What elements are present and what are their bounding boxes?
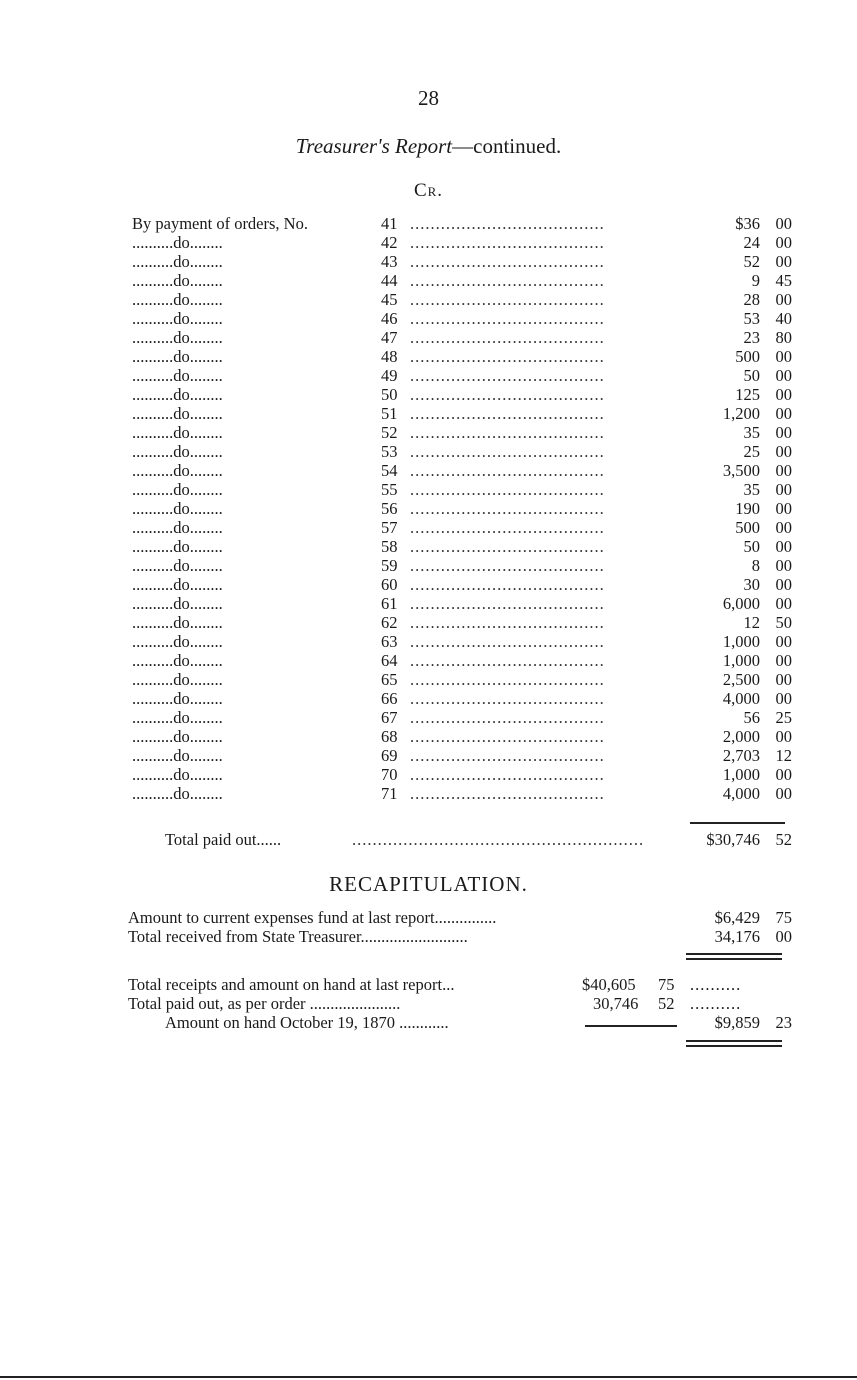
order-row xyxy=(132,404,792,423)
order-cents: 00 xyxy=(775,423,792,442)
total-dollars: $30,746 xyxy=(706,830,760,849)
leader-dots: ...................................... xyxy=(410,461,605,480)
order-row xyxy=(132,252,792,271)
leader-dots: ...................................... xyxy=(410,651,605,670)
order-dollars: 8 xyxy=(751,556,760,575)
order-row xyxy=(132,708,792,727)
order-label: ..........do........ xyxy=(132,746,223,765)
order-dollars: 50 xyxy=(743,537,760,556)
recap-mid-dollars: $40,605 xyxy=(582,975,636,994)
order-dollars: 500 xyxy=(735,518,760,537)
leader-dots: ...................................... xyxy=(410,670,605,689)
order-row xyxy=(132,461,792,480)
leader-dots: .......... xyxy=(690,994,742,1013)
order-cents: 00 xyxy=(775,594,792,613)
order-cents: 00 xyxy=(775,385,792,404)
leader-dots: ...................................... xyxy=(410,613,605,632)
order-number: 58 xyxy=(381,537,398,556)
leader-dots: ...................................... xyxy=(410,233,605,252)
order-cents: 80 xyxy=(775,328,792,347)
recap-label: Amount on hand October 19, 1870 ............ xyxy=(165,1013,449,1032)
order-dollars: $36 xyxy=(735,214,760,233)
order-row xyxy=(132,594,792,613)
order-row xyxy=(132,670,792,689)
order-dollars: 4,000 xyxy=(722,689,760,708)
recap-cents: 75 xyxy=(775,908,792,927)
order-label: ..........do........ xyxy=(132,252,223,271)
order-cents: 00 xyxy=(775,499,792,518)
order-number: 41 xyxy=(381,214,398,233)
order-label: ..........do........ xyxy=(132,708,223,727)
order-label: ..........do........ xyxy=(132,499,223,518)
order-dollars: 24 xyxy=(743,233,760,252)
leader-dots: .......... xyxy=(690,975,742,994)
order-number: 46 xyxy=(381,309,398,328)
order-dollars: 12 xyxy=(743,613,760,632)
order-cents: 00 xyxy=(775,518,792,537)
recap-label: Amount to current expenses fund at last report............... xyxy=(128,908,497,927)
order-label: ..........do........ xyxy=(132,385,223,404)
order-label: ..........do........ xyxy=(132,347,223,366)
recap-line-2 xyxy=(128,927,792,946)
order-dollars: 2,000 xyxy=(722,727,760,746)
page-number: 28 xyxy=(418,86,439,110)
order-dollars: 2,703 xyxy=(722,746,760,765)
total-cents: 52 xyxy=(775,830,792,849)
order-label: ..........do........ xyxy=(132,765,223,784)
order-number: 53 xyxy=(381,442,398,461)
order-dollars: 28 xyxy=(743,290,760,309)
order-label: ..........do........ xyxy=(132,689,223,708)
order-label: ..........do........ xyxy=(132,613,223,632)
recap-line-1 xyxy=(128,908,792,927)
leader-dots: ...................................... xyxy=(410,556,605,575)
order-number: 70 xyxy=(381,765,398,784)
order-dollars: 1,000 xyxy=(722,765,760,784)
leader-dots: ......................................................... xyxy=(352,830,645,849)
order-dollars: 9 xyxy=(751,271,760,290)
order-dollars: 190 xyxy=(735,499,760,518)
recap-dollars: 34,176 xyxy=(714,927,760,946)
order-cents: 00 xyxy=(775,727,792,746)
order-number: 48 xyxy=(381,347,398,366)
order-row xyxy=(132,689,792,708)
leader-dots: ...................................... xyxy=(410,290,605,309)
order-number: 47 xyxy=(381,328,398,347)
order-dollars: 4,000 xyxy=(722,784,760,803)
leader-dots: ...................................... xyxy=(410,746,605,765)
leader-dots: ...................................... xyxy=(410,404,605,423)
order-number: 66 xyxy=(381,689,398,708)
order-row xyxy=(132,290,792,309)
total-paid-out-row xyxy=(132,830,792,849)
order-label: ..........do........ xyxy=(132,328,223,347)
order-row xyxy=(132,632,792,651)
order-cents: 00 xyxy=(775,556,792,575)
order-row xyxy=(132,727,792,746)
leader-dots: ...................................... xyxy=(410,594,605,613)
order-cents: 00 xyxy=(775,214,792,233)
order-label: ..........do........ xyxy=(132,404,223,423)
section-heading-cr: Cr. xyxy=(413,180,444,201)
order-cents: 00 xyxy=(775,347,792,366)
order-row xyxy=(132,518,792,537)
order-row xyxy=(132,784,792,803)
order-number: 59 xyxy=(381,556,398,575)
recap-label: Total paid out, as per order ...................... xyxy=(128,994,401,1013)
order-dollars: 1,000 xyxy=(722,632,760,651)
leader-dots: ...................................... xyxy=(410,727,605,746)
order-cents: 00 xyxy=(775,670,792,689)
leader-dots: ...................................... xyxy=(410,632,605,651)
order-row xyxy=(132,309,792,328)
order-cents: 00 xyxy=(775,366,792,385)
order-number: 44 xyxy=(381,271,398,290)
recap-double-rule-bottom xyxy=(686,958,782,960)
recap-mid-dollars: 30,746 xyxy=(593,994,639,1013)
order-label: ..........do........ xyxy=(132,594,223,613)
order-dollars: 53 xyxy=(743,309,760,328)
order-dollars: 35 xyxy=(743,480,760,499)
order-row xyxy=(132,575,792,594)
order-row xyxy=(132,423,792,442)
order-cents: 00 xyxy=(775,290,792,309)
order-number: 62 xyxy=(381,613,398,632)
order-row xyxy=(132,651,792,670)
leader-dots: ...................................... xyxy=(410,442,605,461)
order-cents: 45 xyxy=(775,271,792,290)
order-row xyxy=(132,746,792,765)
leader-dots: ...................................... xyxy=(410,423,605,442)
recap-cents: 23 xyxy=(775,1013,792,1032)
order-cents: 00 xyxy=(775,765,792,784)
order-number: 67 xyxy=(381,708,398,727)
title-rest: —continued. xyxy=(452,134,562,158)
leader-dots: ...................................... xyxy=(410,689,605,708)
order-dollars: 1,000 xyxy=(722,651,760,670)
order-number: 68 xyxy=(381,727,398,746)
final-double-rule-top xyxy=(686,1040,782,1042)
order-cents: 00 xyxy=(775,632,792,651)
recap-mid-cents: 52 xyxy=(658,994,675,1013)
order-cents: 40 xyxy=(775,309,792,328)
leader-dots: ...................................... xyxy=(410,537,605,556)
order-label: ..........do........ xyxy=(132,271,223,290)
order-number: 61 xyxy=(381,594,398,613)
leader-dots: ...................................... xyxy=(410,309,605,328)
order-row xyxy=(132,613,792,632)
order-cents: 00 xyxy=(775,461,792,480)
order-number: 56 xyxy=(381,499,398,518)
leader-dots: ...................................... xyxy=(410,214,605,233)
order-row xyxy=(132,271,792,290)
orders-table xyxy=(132,214,792,803)
order-label: ..........do........ xyxy=(132,670,223,689)
order-label: ..........do........ xyxy=(132,423,223,442)
order-row xyxy=(132,537,792,556)
order-row xyxy=(132,214,792,233)
order-number: 65 xyxy=(381,670,398,689)
order-dollars: 50 xyxy=(743,366,760,385)
order-label: ..........do........ xyxy=(132,461,223,480)
order-number: 49 xyxy=(381,366,398,385)
order-number: 64 xyxy=(381,651,398,670)
order-cents: 00 xyxy=(775,537,792,556)
order-cents: 50 xyxy=(775,613,792,632)
recap-line-4 xyxy=(128,994,788,1013)
order-number: 71 xyxy=(381,784,398,803)
order-cents: 00 xyxy=(775,575,792,594)
order-cents: 00 xyxy=(775,480,792,499)
order-label: ..........do........ xyxy=(132,366,223,385)
order-label: ..........do........ xyxy=(132,480,223,499)
order-row xyxy=(132,347,792,366)
order-row xyxy=(132,556,792,575)
order-cents: 00 xyxy=(775,651,792,670)
order-number: 54 xyxy=(381,461,398,480)
recap-mid-cents: 75 xyxy=(658,975,675,994)
order-label: By payment of orders, No. xyxy=(132,214,308,233)
order-row xyxy=(132,328,792,347)
order-label: ..........do........ xyxy=(132,651,223,670)
leader-dots: ...................................... xyxy=(410,765,605,784)
order-label: ..........do........ xyxy=(132,632,223,651)
order-cents: 00 xyxy=(775,689,792,708)
recap-double-rule-top xyxy=(686,953,782,955)
order-number: 42 xyxy=(381,233,398,252)
leader-dots: ...................................... xyxy=(410,385,605,404)
order-number: 69 xyxy=(381,746,398,765)
order-row xyxy=(132,480,792,499)
recap-cents: 00 xyxy=(775,927,792,946)
order-label: ..........do........ xyxy=(132,537,223,556)
page-title xyxy=(0,134,857,159)
order-dollars: 35 xyxy=(743,423,760,442)
page-bottom-rule xyxy=(0,1376,857,1378)
order-number: 51 xyxy=(381,404,398,423)
order-dollars: 23 xyxy=(743,328,760,347)
order-cents: 00 xyxy=(775,442,792,461)
total-label: Total paid out...... xyxy=(165,830,282,849)
order-label: ..........do........ xyxy=(132,727,223,746)
total-rule xyxy=(690,822,785,824)
order-row xyxy=(132,442,792,461)
recap-dollars: $9,859 xyxy=(714,1013,760,1032)
leader-dots: ...................................... xyxy=(410,328,605,347)
order-row xyxy=(132,385,792,404)
order-dollars: 2,500 xyxy=(722,670,760,689)
leader-dots: ...................................... xyxy=(410,480,605,499)
recap-label: Total received from State Treasurer.......................... xyxy=(128,927,468,946)
order-dollars: 125 xyxy=(735,385,760,404)
recap-line-3 xyxy=(128,975,788,994)
order-label: ..........do........ xyxy=(132,575,223,594)
leader-dots: ...................................... xyxy=(410,347,605,366)
order-cents: 00 xyxy=(775,784,792,803)
order-cents: 00 xyxy=(775,233,792,252)
leader-dots: ...................................... xyxy=(410,784,605,803)
order-number: 50 xyxy=(381,385,398,404)
order-label: ..........do........ xyxy=(132,442,223,461)
recap-heading: RECAPITULATION. xyxy=(329,872,528,896)
order-dollars: 3,500 xyxy=(722,461,760,480)
leader-dots: ...................................... xyxy=(410,518,605,537)
leader-dots: ...................................... xyxy=(410,499,605,518)
order-number: 43 xyxy=(381,252,398,271)
order-number: 45 xyxy=(381,290,398,309)
order-number: 52 xyxy=(381,423,398,442)
order-dollars: 52 xyxy=(743,252,760,271)
order-number: 60 xyxy=(381,575,398,594)
title-italic: Treasurer's Report xyxy=(295,134,453,158)
order-cents: 00 xyxy=(775,252,792,271)
order-row xyxy=(132,499,792,518)
leader-dots: ...................................... xyxy=(410,252,605,271)
order-cents: 12 xyxy=(775,746,792,765)
order-label: ..........do........ xyxy=(132,309,223,328)
order-row xyxy=(132,233,792,252)
recap-dollars: $6,429 xyxy=(714,908,760,927)
order-label: ..........do........ xyxy=(132,233,223,252)
leader-dots: ...................................... xyxy=(410,366,605,385)
order-dollars: 6,000 xyxy=(722,594,760,613)
order-dollars: 1,200 xyxy=(722,404,760,423)
order-dollars: 25 xyxy=(743,442,760,461)
recap-label: Total receipts and amount on hand at last report... xyxy=(128,975,455,994)
order-row xyxy=(132,366,792,385)
leader-dots: ...................................... xyxy=(410,271,605,290)
order-cents: 25 xyxy=(775,708,792,727)
recap-line-5 xyxy=(128,1013,792,1032)
order-dollars: 30 xyxy=(743,575,760,594)
order-label: ..........do........ xyxy=(132,290,223,309)
order-label: ..........do........ xyxy=(132,556,223,575)
final-double-rule-bottom xyxy=(686,1045,782,1047)
order-row xyxy=(132,765,792,784)
order-label: ..........do........ xyxy=(132,518,223,537)
leader-dots: ...................................... xyxy=(410,575,605,594)
order-number: 55 xyxy=(381,480,398,499)
order-number: 57 xyxy=(381,518,398,537)
order-dollars: 56 xyxy=(743,708,760,727)
order-label: ..........do........ xyxy=(132,784,223,803)
leader-dots: ...................................... xyxy=(410,708,605,727)
order-cents: 00 xyxy=(775,404,792,423)
order-number: 63 xyxy=(381,632,398,651)
order-dollars: 500 xyxy=(735,347,760,366)
